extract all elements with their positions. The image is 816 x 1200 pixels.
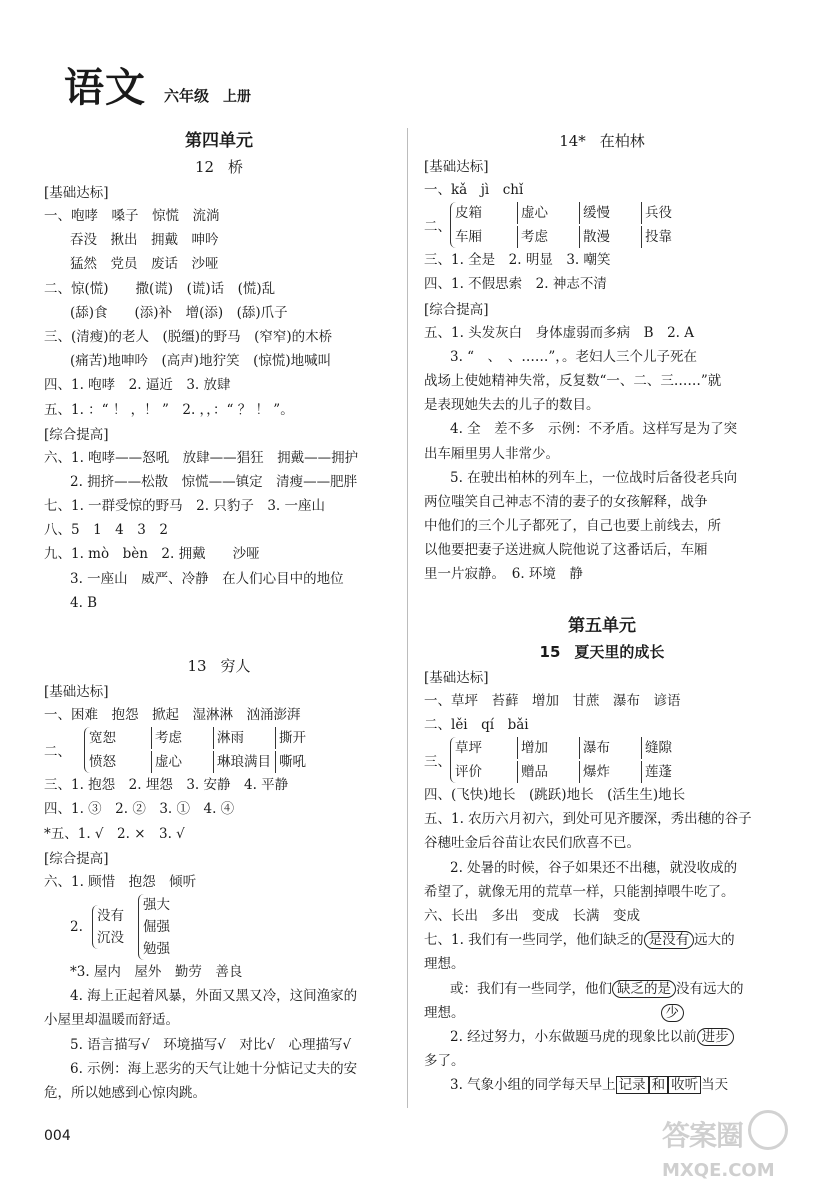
section-heading: [综合提高] <box>44 850 109 867</box>
answer-line: 一、草坪 苔藓 增加 甘蔗 瀑布 谚语 <box>424 692 681 709</box>
answer-line: (舔)食 (添)补 增(添) (舔)爪子 <box>70 304 288 321</box>
grid-word: 车厢 <box>455 229 482 246</box>
answer-line: 二、惊(慌) 撒(谎) (谎)话 (慌)乱 <box>44 280 276 297</box>
word-grid-block <box>44 727 394 773</box>
answer-line: 4. 海上正起着风暴，外面又黑又冷，这间渔家的 <box>70 988 358 1005</box>
answer-line: 四、(飞快)地长 (跳跃)地长 (活生生)地长 <box>424 787 686 803</box>
grid-word: 兵役 <box>641 202 703 224</box>
answer-text: 2. 经过努力，小东做题马虎的现象比以前 <box>450 1028 697 1045</box>
answer-line: 三、1. 全是 2. 明显 3. 嘲笑 <box>424 252 611 269</box>
page-number: 004 <box>44 1128 71 1144</box>
grid-word: 宽恕 <box>89 730 116 747</box>
answer-line: 出车厢里男人非常少。 <box>424 445 559 462</box>
watermark-circle-icon <box>748 1110 788 1150</box>
grid-word: 愤怒 <box>89 754 116 771</box>
match-word: 沉没 <box>97 929 124 946</box>
grid-word: 增加 <box>517 737 579 759</box>
match-word: 倔强 <box>143 918 170 935</box>
grid-word: 琳琅满目 <box>213 751 275 773</box>
lesson-number: 12 <box>194 158 215 176</box>
answer-line: 七、1. 一群受惊的野马 2. 只豹子 3. 一座山 <box>44 498 326 515</box>
circled-correction: 进步 <box>697 1028 734 1046</box>
answer-line: 3. 一座山 威严、冷静 在人们心目中的地位 <box>70 570 344 587</box>
answer-line: 里一片寂静。 6. 环境 静 <box>424 566 583 583</box>
answer-line: 一、咆哮 嗓子 惊慌 流淌 <box>44 208 220 224</box>
grid-word: 缝隙 <box>641 737 703 759</box>
match-word: 没有 <box>97 907 124 924</box>
answer-line: 六、长出 多出 变成 长满 变成 <box>424 907 640 924</box>
question-label: 三、 <box>424 754 451 770</box>
lesson-name: 桥 <box>228 158 244 176</box>
boxed-word: 和 <box>649 1076 669 1094</box>
answer-text: 3. 气象小组的同学每天早上 <box>450 1077 616 1094</box>
section-heading: [基础达标] <box>44 185 109 201</box>
answer-line <box>424 1025 780 1049</box>
answer-line: 战场上使她精神失常，反复数“一、二、三……”就 <box>424 372 722 389</box>
answer-line: 五、1. 农历六月初六，到处可见齐腰深，秀出穗的谷子 <box>424 811 752 828</box>
answer-line: 二、lěi qí bǎi <box>424 716 529 733</box>
answer-line: 六、1. 咆哮——怒吼 放肆——猖狂 拥戴——拥护 <box>44 449 359 466</box>
grid-word: 莲蓬 <box>641 761 703 783</box>
unit-title: 第四单元 <box>185 131 253 151</box>
answer-line: 小屋里却温暖而舒适。 <box>44 1012 179 1029</box>
lesson-title <box>44 653 394 679</box>
grid-word: 嘶吼 <box>275 751 337 773</box>
match-word: 强大 <box>143 896 170 913</box>
word-grid-block <box>424 202 780 248</box>
grid-word: 评价 <box>455 764 482 780</box>
answer-text: 理想。 <box>424 1004 465 1021</box>
subject-title: 语文 <box>64 65 146 111</box>
section-heading: [综合提高] <box>424 301 489 318</box>
question-label: 二、 <box>424 219 451 236</box>
word-grid <box>84 727 337 773</box>
word-grid <box>450 737 703 783</box>
grid-word: 皮箱 <box>455 205 482 222</box>
answer-line: 五、1. 头发灰白 身体虚弱而多病 B 2. A <box>424 324 695 341</box>
watermark-text: 答案圈 <box>662 1119 744 1152</box>
lesson-number: 14* <box>559 132 586 150</box>
answer-line: 中他们的三个儿子都死了，自己也要上前线去，所 <box>424 518 721 535</box>
watermark-url: MXQE.COM <box>662 1160 775 1181</box>
right-column <box>424 128 780 1097</box>
boxed-word: 记录 <box>616 1076 649 1094</box>
section-heading: [综合提高] <box>44 426 109 443</box>
answer-line: 4. B <box>70 594 98 611</box>
answer-line: 2. 处暑的时候，谷子如果还不出穗，就没收成的 <box>450 859 738 876</box>
grid-word: 虚心 <box>517 202 579 224</box>
answer-line: 多了。 <box>424 1053 465 1070</box>
grid-word: 虚心 <box>151 751 213 773</box>
answer-line: 一、kǎ jì chǐ <box>424 182 524 198</box>
grid-word: 赠品 <box>517 761 579 783</box>
grid-word: 撕开 <box>275 727 337 749</box>
grid-word: 考虑 <box>151 727 213 749</box>
answer-line: (痛苦)地呻吟 (高声)地狞笑 (惊慌)地喊叫 <box>70 353 332 370</box>
unit-title: 第五单元 <box>568 615 636 636</box>
lesson-name: 在柏林 <box>599 132 645 150</box>
boxed-word: 收听 <box>668 1076 701 1094</box>
answer-line: 三、(清瘦)的老人 (脱缰)的野马 (窄窄)的木桥 <box>44 328 333 345</box>
grid-word: 瀑布 <box>579 737 641 759</box>
column-divider <box>407 128 408 1108</box>
answer-line <box>424 928 780 952</box>
answer-line: 六、1. 顾惜 抱怨 倾听 <box>44 873 197 890</box>
answer-line <box>424 1001 780 1025</box>
section-heading: [基础达标] <box>44 684 109 700</box>
lesson-title <box>424 639 780 665</box>
lesson-number: 15 <box>539 642 561 661</box>
answer-line: 危，所以她感到心惊肉跳。 <box>44 1084 206 1101</box>
circled-correction: 缺乏的是 <box>612 980 676 998</box>
answer-line: 五、1. ：“ ！ ，！ ” 2. ，，：“ ？ ！ ”。 <box>44 401 294 418</box>
circled-correction: 是没有 <box>644 931 695 949</box>
section-heading: [基础达标] <box>424 159 489 175</box>
page-header <box>64 56 251 113</box>
answer-line: 八、5 1 4 3 2 <box>44 522 168 539</box>
match-word: 勉强 <box>143 940 170 957</box>
left-column <box>44 128 394 1105</box>
answer-line: 以他要把妻子送进疯人院他说了这番话后，车厢 <box>424 542 708 559</box>
answer-line: 三、1. 抱怨 2. 埋怨 3. 安静 4. 平静 <box>44 777 289 794</box>
answer-line: 5. 在驶出柏林的列车上，一位战时后备役老兵向 <box>450 469 738 486</box>
answer-line: 5. 语言描写√ 环境描写√ 对比√ 心理描写√ <box>70 1036 352 1053</box>
grid-word: 爆炸 <box>579 761 641 783</box>
answer-text: 或：我们有一些同学，他们 <box>450 980 612 997</box>
answer-line: 四、1. 不假思索 2. 神志不清 <box>424 276 607 293</box>
watermark <box>662 1108 790 1188</box>
match-right <box>138 894 170 960</box>
correction-note: 少 <box>661 1004 685 1022</box>
answer-line: 2. 拥挤——松散 惊慌——镇定 清瘦——肥胖 <box>70 473 358 490</box>
lesson-name: 穷人 <box>220 657 251 675</box>
answer-line: 吞没 揪出 拥戴 呻吟 <box>70 232 219 249</box>
answer-line: 3. “ 、 、……”，。老妇人三个儿子死在 <box>450 348 697 365</box>
grade-label: 六年级 <box>164 87 210 105</box>
question-label: 二、 <box>44 744 71 761</box>
answer-line: 四、1. 咆哮 2. 逼近 3. 放肆 <box>44 377 231 394</box>
answer-text: 没有远大的 <box>676 980 744 997</box>
volume-label: 上册 <box>223 89 252 105</box>
answer-line <box>424 977 780 1001</box>
answer-text: 远大的 <box>694 932 735 949</box>
lesson-title <box>44 154 394 180</box>
answer-line: 四、1. ③ 2. ② 3. ① 4. ④ <box>44 801 235 818</box>
answer-text: 当天 <box>701 1077 729 1094</box>
grid-word: 缓慢 <box>579 202 641 224</box>
grid-word: 考虑 <box>517 226 579 248</box>
answer-line: 谷穗吐金后谷苗让农民们欣喜不已。 <box>424 835 640 852</box>
word-grid-block <box>424 737 780 783</box>
grid-word: 投靠 <box>641 226 703 248</box>
grid-word: 草坪 <box>455 740 482 756</box>
lesson-number: 13 <box>187 657 207 675</box>
answer-text: 七、1. 我们有一些同学，他们缺乏的 <box>424 932 644 949</box>
lesson-name: 夏天里的成长 <box>574 642 665 661</box>
answer-line <box>424 1073 780 1097</box>
grid-word: 散漫 <box>579 226 641 248</box>
answer-line: *3. 屋内 屋外 勤劳 善良 <box>70 963 243 980</box>
answer-line: 猛然 党员 废话 沙哑 <box>70 256 219 273</box>
answer-line: 理想。 <box>424 956 465 973</box>
answer-line: 希望了，就像无用的荒草一样，只能割掉喂牛吃了。 <box>424 883 735 900</box>
section-heading: [基础达标] <box>424 669 489 686</box>
answer-line: 九、1. mò bèn 2. 拥戴 沙哑 <box>44 546 260 563</box>
answer-line: 一、困难 抱怨 掀起 湿淋淋 汹涌澎湃 <box>44 707 301 723</box>
answer-line: 是表现她失去的儿子的数目。 <box>424 397 600 414</box>
word-match-block <box>44 894 394 960</box>
word-grid <box>450 202 703 248</box>
answer-line: 6. 示例：海上恶劣的天气让她十分惦记丈夫的安 <box>70 1060 358 1077</box>
answer-line: 两位嗤笑自己神志不清的妻子的女孩解释，战争 <box>424 493 708 510</box>
question-label: 2. <box>70 918 83 935</box>
match-left <box>92 905 124 949</box>
answer-line: 4. 全 差不多 示例：不矛盾。这样写是为了突 <box>450 421 738 438</box>
grid-word: 淋雨 <box>213 727 275 749</box>
answer-line: *五、1. √ 2. × 3. √ <box>44 825 185 842</box>
lesson-title <box>424 128 780 154</box>
